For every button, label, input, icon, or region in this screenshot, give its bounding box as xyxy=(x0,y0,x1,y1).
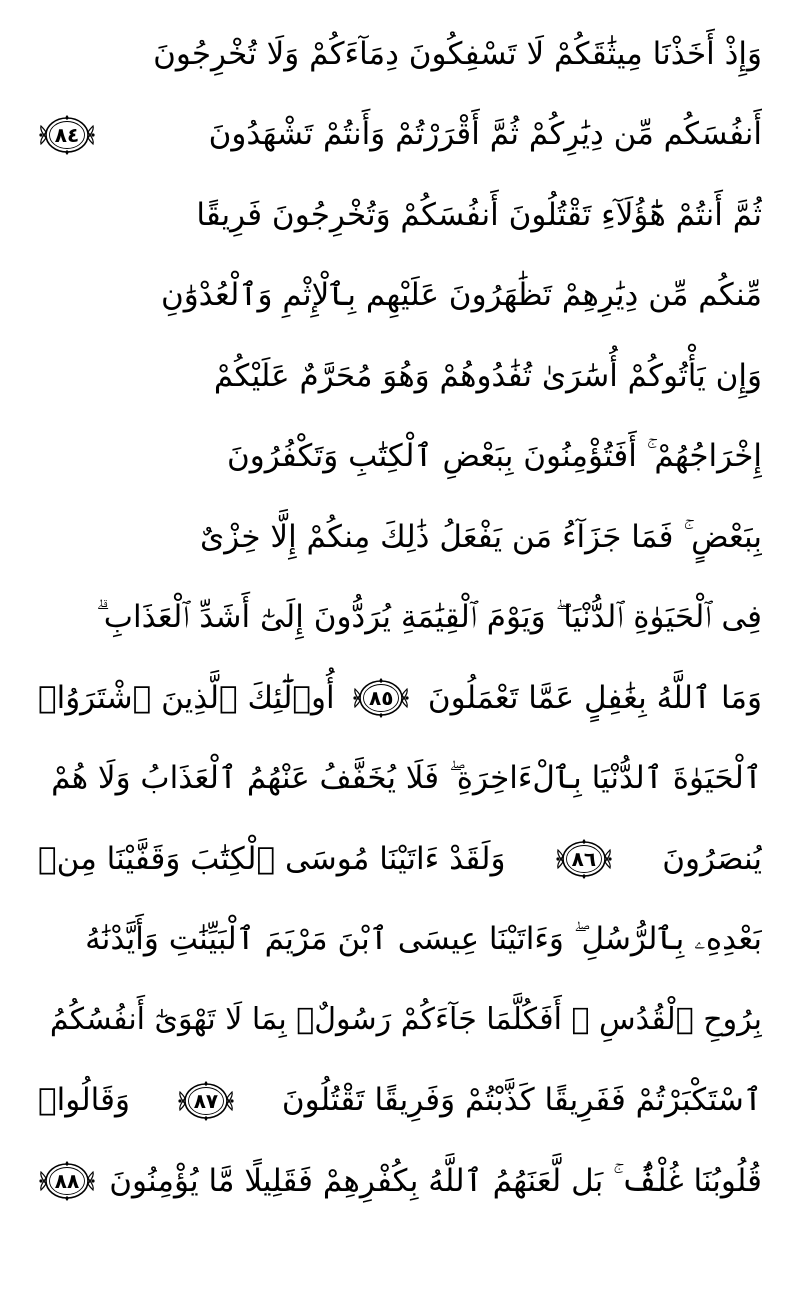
verse-text: وَلَقَدْ ءَاتَيْنَا مُوسَى ٱلْكِتَٰبَ وَقَفَّيْنَا مِنۢ xyxy=(38,840,506,877)
verse-text: وَقَالُوا۟ xyxy=(38,1082,130,1119)
verse-text: أُو۟لَٰٓئِكَ ٱلَّذِينَ ٱشْتَرَوُا۟ xyxy=(38,679,335,716)
verse-text: بِبَعْضٍ ۚ فَمَا جَزَآءُ مَن يَفْعَلُ ذَٰلِكَ مِنكُمْ إِلَّا خِزْىٌ xyxy=(200,518,762,555)
verse-text: مِّنكُم مِّن دِيَٰرِهِمْ تَظَٰهَرُونَ عَلَيْهِم بِٱلْإِثْمِ وَٱلْعُدْوَٰنِ xyxy=(160,277,762,314)
verse-text: وَإِذْ أَخَذْنَا مِيثَٰقَكُمْ لَا تَسْفِكُونَ دِمَآءَكُمْ وَلَا تُخْرِجُونَ xyxy=(153,35,762,72)
verse-line xyxy=(38,819,762,900)
verse-line xyxy=(38,739,762,820)
verse-line xyxy=(38,980,762,1061)
verse-lines xyxy=(38,14,762,1222)
ayah-end-marker xyxy=(38,112,96,158)
ayah-end-marker xyxy=(177,1078,235,1124)
verse-line xyxy=(38,336,762,417)
verse-text: قُلُوبُنَا غُلْفٌۢ ۚ بَل لَّعَنَهُمُ ٱللَّهُ بِكُفْرِهِمْ فَقَلِيلًا مَّا يُؤْمِنُونَ xyxy=(109,1162,762,1199)
verse-line xyxy=(38,658,762,739)
verse-text: ثُمَّ أَنتُمْ هَٰٓؤُلَآءِ تَقْتُلُونَ أَنفُسَكُمْ وَتُخْرِجُونَ فَرِيقًا xyxy=(196,196,762,233)
verse-line xyxy=(38,497,762,578)
verse-text: إِخْرَاجُهُمْ ۚ أَفَتُؤْمِنُونَ بِبَعْضِ ٱلْكِتَٰبِ وَتَكْفُرُونَ xyxy=(227,438,762,475)
ayah-number: ٨٤ xyxy=(54,122,80,147)
verse-text: أَنفُسَكُم مِّن دِيَٰرِكُمْ ثُمَّ أَقْرَرْتُمْ وَأَنتُمْ تَشْهَدُونَ xyxy=(208,116,762,153)
verse-line xyxy=(38,900,762,981)
verse-text: بِرُوحِ ٱلْقُدُسِ ۗ أَفَكُلَّمَا جَآءَكُمْ رَسُولٌۢ بِمَا لَا تَهْوَىٰٓ أَنفُسُكُمُ xyxy=(49,1002,762,1038)
ayah-number: ٨٧ xyxy=(193,1088,219,1113)
verse-line xyxy=(38,1141,762,1222)
verse-line xyxy=(38,256,762,337)
verse-text: بَعْدِهِۦ بِٱلرُّسُلِ ۖ وَءَاتَيْنَا عِيسَى ٱبْنَ مَرْيَمَ ٱلْبَيِّنَٰتِ وَأَيَّدْنَٰهُ xyxy=(85,921,762,958)
verse-text: وَإِن يَأْتُوكُمْ أُسَٰرَىٰ تُفَٰدُوهُمْ وَهُوَ مُحَرَّمٌ عَلَيْكُمْ xyxy=(213,357,762,394)
verse-line xyxy=(38,175,762,256)
ayah-end-marker xyxy=(38,1158,96,1204)
ayah-end-marker xyxy=(555,836,613,882)
ayah-end-marker xyxy=(352,675,410,721)
ayah-number: ٨٦ xyxy=(571,847,597,872)
ayah-number: ٨٥ xyxy=(369,686,394,711)
ayah-number: ٨٨ xyxy=(54,1169,80,1194)
verse-text: ٱلْحَيَوٰةَ ٱلدُّنْيَا بِٱلْءَاخِرَةِ ۖ فَلَا يُخَفَّفُ عَنْهُمُ ٱلْعَذَابُ وَلَا هُمْ xyxy=(51,760,762,797)
verse-line xyxy=(38,578,762,659)
verse-line xyxy=(38,1061,762,1142)
verse-text: وَمَا ٱللَّهُ بِغَٰفِلٍ عَمَّا تَعْمَلُونَ xyxy=(427,679,762,716)
verse-line xyxy=(38,417,762,498)
verse-line xyxy=(38,95,762,176)
verse-text: فِى ٱلْحَيَوٰةِ ٱلدُّنْيَا ۖ وَيَوْمَ ٱلْقِيَٰمَةِ يُرَدُّونَ إِلَىٰٓ أَشَدِّ ٱلْعَذَابِ ۗ xyxy=(96,599,762,636)
verse-text: يُنصَرُونَ xyxy=(662,840,762,877)
verse-text: ٱسْتَكْبَرْتُمْ فَفَرِيقًا كَذَّبْتُمْ وَفَرِيقًا تَقْتُلُونَ xyxy=(281,1082,762,1119)
verse-line xyxy=(38,14,762,95)
